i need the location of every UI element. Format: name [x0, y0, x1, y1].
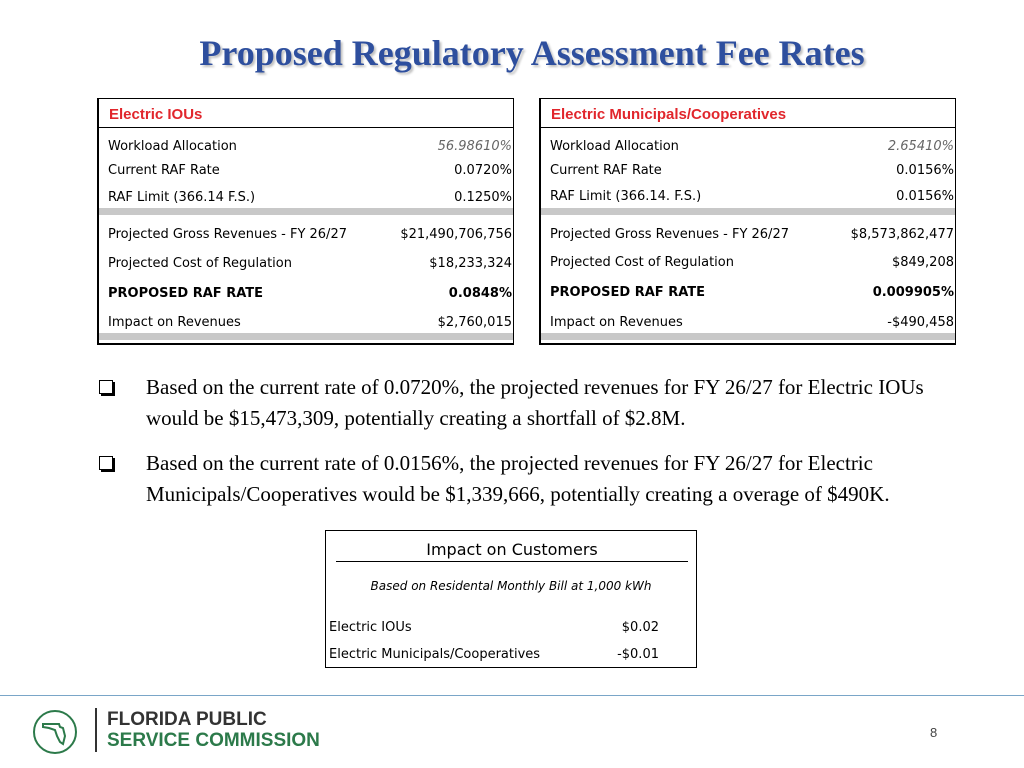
separator-bar	[541, 208, 955, 215]
row-label: Projected Gross Revenues - FY 26/27	[108, 226, 347, 242]
panel-header: Electric IOUs	[99, 99, 513, 128]
row-value: $21,490,706,756	[400, 226, 512, 242]
row-value: $18,233,324	[429, 255, 512, 271]
row-value: 0.1250%	[454, 189, 512, 205]
row-value: -$490,458	[887, 314, 954, 330]
florida-seal-icon	[33, 710, 77, 754]
separator-bar	[99, 333, 513, 340]
impact-row-value: $0.02	[621, 620, 659, 635]
row-label: RAF Limit (366.14 F.S.)	[108, 189, 256, 205]
row-label: Impact on Revenues	[550, 314, 683, 330]
florida-outline-icon	[35, 712, 75, 752]
row-label: Projected Gross Revenues - FY 26/27	[550, 226, 789, 242]
row-label: RAF Limit (366.14. F.S.)	[550, 188, 702, 204]
row-value: 0.009905%	[872, 284, 954, 300]
separator-bar	[99, 208, 513, 215]
slide-title: Proposed Regulatory Assessment Fee Rates	[199, 33, 865, 73]
row-value: 0.0156%	[896, 188, 954, 204]
page-number: 8	[930, 725, 938, 740]
current-raf-rate-row	[108, 160, 512, 180]
bullet-list	[99, 372, 979, 524]
row-label: Current RAF Rate	[550, 162, 662, 178]
projected-gross-revenues-row	[550, 224, 954, 244]
row-label: Projected Cost of Regulation	[108, 255, 292, 271]
projected-cost-row	[108, 253, 512, 273]
impact-subtitle: Based on Residental Monthly Bill at 1,000 kWh	[370, 579, 652, 593]
row-value: $2,760,015	[437, 314, 512, 330]
bullet-item	[99, 448, 979, 510]
impact-on-revenues-row	[550, 312, 954, 332]
bullet-text: Based on the current rate of 0.0156%, the projected revenues for FY 26/27 for Electric Municipals/Cooperatives would be $1,339,666, potentially creating a overage of $490K.	[146, 451, 890, 506]
row-label: Projected Cost of Regulation	[550, 254, 734, 270]
projected-cost-row	[550, 252, 954, 272]
row-value: $8,573,862,477	[850, 226, 954, 242]
raf-limit-row	[108, 187, 512, 207]
row-value: 2.65410%	[887, 138, 954, 154]
row-value: 0.0720%	[454, 162, 512, 178]
row-value: $849,208	[891, 254, 954, 270]
row-value: 0.0156%	[896, 162, 954, 178]
row-label: Impact on Revenues	[108, 314, 241, 330]
org-name-line1: FLORIDA PUBLIC	[107, 709, 267, 730]
electric-municipals-panel	[539, 98, 956, 345]
panel-header: Electric Municipals/Cooperatives	[541, 99, 955, 128]
impact-row-label: Electric Municipals/Cooperatives	[329, 647, 541, 662]
impact-on-customers-box	[325, 530, 697, 668]
bullet-text: Based on the current rate of 0.0720%, the projected revenues for FY 26/27 for Electric IOUs would be $15,473,309, potentially creating a shortfall of $2.8M.	[146, 375, 924, 430]
separator-bar	[541, 333, 955, 340]
logo-divider	[95, 708, 97, 752]
raf-limit-row	[550, 186, 954, 206]
projected-gross-revenues-row	[108, 224, 512, 244]
org-logo-text	[107, 709, 320, 751]
workload-allocation-row	[550, 136, 954, 156]
current-raf-rate-row	[550, 160, 954, 180]
checkbox-bullet-icon	[99, 456, 113, 470]
bullet-item	[99, 372, 979, 434]
impact-row-value: -$0.01	[617, 647, 659, 662]
row-label: Workload Allocation	[550, 138, 679, 154]
impact-row-municipals	[329, 647, 659, 662]
proposed-raf-rate-row	[550, 282, 954, 302]
row-label: Workload Allocation	[108, 138, 237, 154]
row-value: 0.0848%	[448, 285, 512, 301]
proposed-raf-rate-row	[108, 283, 512, 303]
workload-allocation-row	[108, 136, 512, 156]
electric-ious-panel	[97, 98, 514, 345]
impact-title: Impact on Customers	[336, 540, 688, 562]
impact-row-ious	[329, 620, 659, 635]
row-label: Current RAF Rate	[108, 162, 220, 178]
impact-row-label: Electric IOUs	[329, 620, 412, 635]
impact-on-revenues-row	[108, 312, 512, 332]
footer-divider	[0, 695, 1024, 696]
row-label: PROPOSED RAF RATE	[108, 285, 264, 301]
org-name-line2: SERVICE COMMISSION	[107, 730, 320, 751]
row-value: 56.98610%	[437, 138, 512, 154]
checkbox-bullet-icon	[99, 380, 113, 394]
row-label: PROPOSED RAF RATE	[550, 284, 706, 300]
